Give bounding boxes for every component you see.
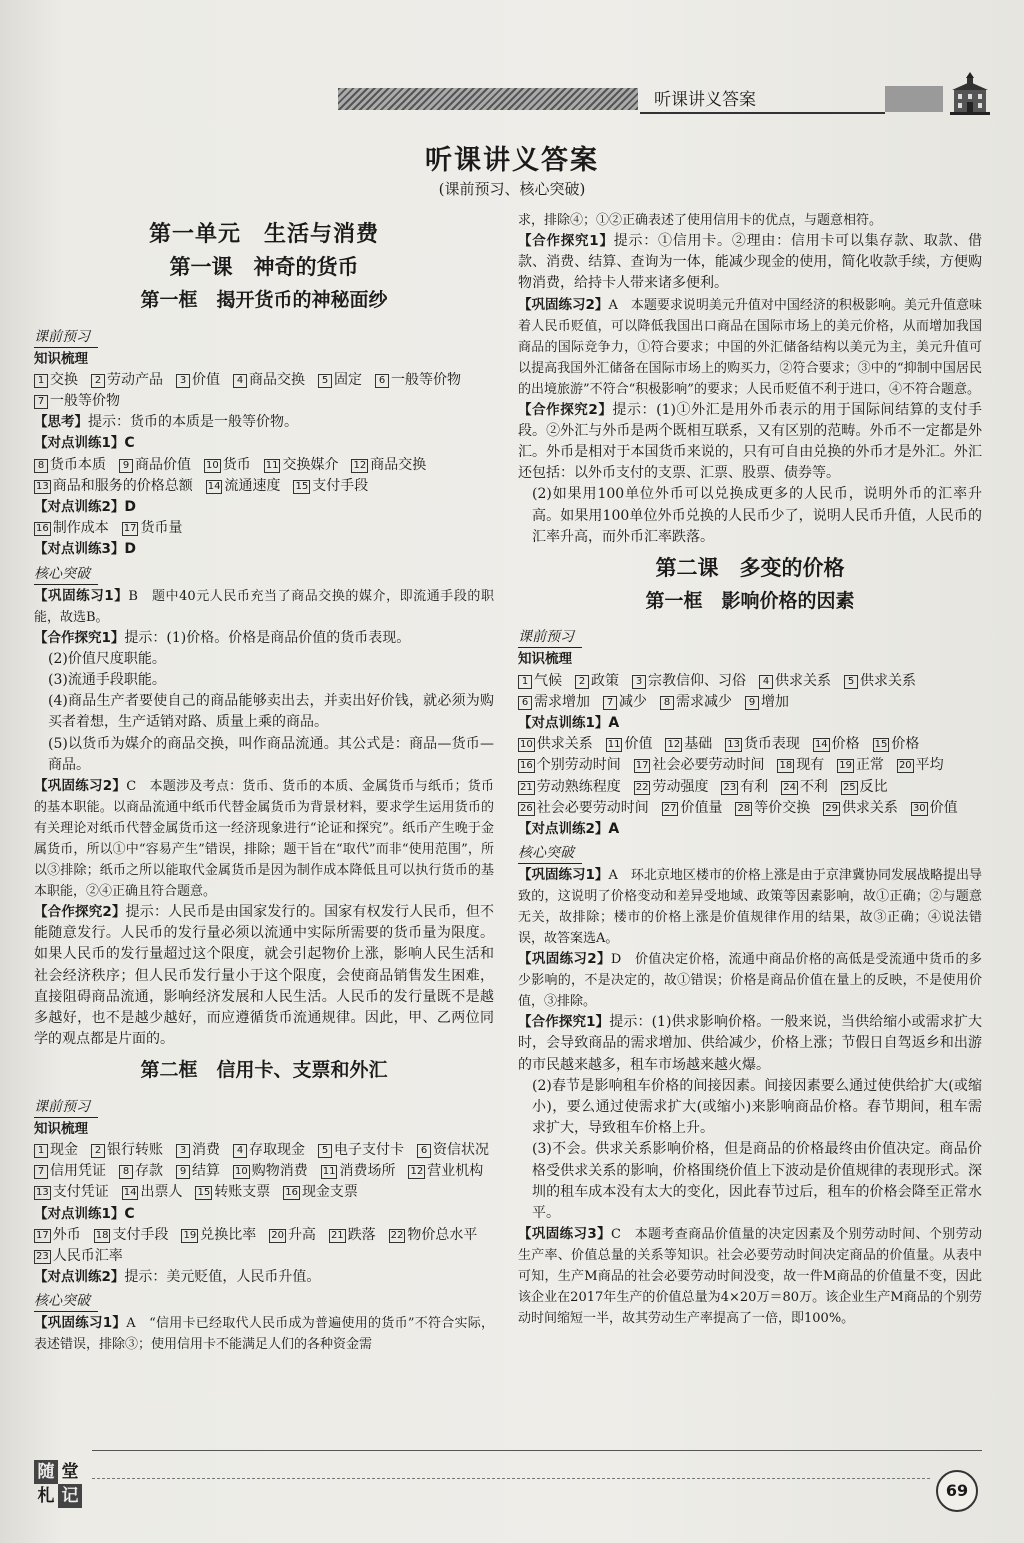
item-text: 购物消费 — [251, 1163, 308, 1180]
item-number: 20 — [271, 1229, 284, 1241]
item-number: 7 — [34, 1165, 48, 1179]
drill-label: 【对点训练1】 — [34, 435, 125, 452]
knowledge-item — [91, 370, 163, 391]
drill-label: 【对点训练3】 — [34, 541, 125, 558]
item-text: 供求关系 — [860, 672, 916, 689]
knowledge-heading: 知识梳理 — [518, 651, 572, 668]
item-number: 14 — [207, 480, 221, 492]
explore-line: (2)如果用100单位外币可以兑换成更多的人民币，说明外币的汇率升高。如果用100单位外币兑换的人民币少了，说明人民币升值，人民币的汇率升高，而外币汇率跌落。 — [532, 486, 982, 545]
item-text: 价值量 — [680, 799, 723, 816]
item-number: 2 — [575, 675, 589, 689]
knowledge-item — [318, 1140, 404, 1161]
item-text: 宗教信仰、习俗 — [648, 672, 746, 689]
item-text: 物价总水平 — [407, 1226, 478, 1243]
item-number: 6 — [417, 1144, 431, 1158]
item-number: 3 — [176, 374, 190, 388]
item-number: 9 — [119, 459, 133, 473]
item-text: 兑换比率 — [200, 1226, 257, 1243]
item-number: 13 — [727, 739, 740, 751]
item-text: 反比 — [859, 778, 888, 795]
item-number: 10 — [206, 459, 219, 471]
frame-heading: 第一框 影响价格的因素 — [645, 590, 855, 613]
item-text: 社会必要劳动时间 — [536, 799, 649, 816]
exercise-text: C 本题涉及考点：货币、货币的本质、金属货币与纸币；货币的基本职能。以商品流通中纸币代替金属货币为背景材料，要求学生运用货币的有关理论对纸币代替金属货币这一经济现象进行“论证和探究”。纸币产生晚于金属货币，所以①中“容易产生”错误，排除；题干旨在“取代”而非“使用范围”，所以③排除；纸币之所以能取代金属货币是因为制作成本降低且可以执行货币的基本职能，②④正确且符合题意。 — [34, 779, 494, 900]
knowledge-item — [34, 391, 120, 412]
knowledge-item — [665, 734, 712, 755]
item-number: 29 — [825, 802, 838, 814]
section-core: 核心突破 — [34, 1291, 98, 1312]
item-number: 8 — [34, 459, 48, 473]
drill-answer: C — [124, 1205, 135, 1222]
exercise-text: A 环北京地区楼市的价格上涨是由于京津冀协同发展战略提出导致的，这说明了价格变动和差异受地域、政策等因素影响，故①正确；②与题意无关，故排除；楼市的价格上涨是价值规律作用的结果，故③正确；④说法错误，故答案选A。 — [518, 868, 982, 947]
item-text: 消费场所 — [339, 1163, 396, 1180]
item-number: 4 — [759, 675, 773, 689]
item-text: 货币量 — [140, 520, 183, 537]
explore-text: 提示：人民币是由国家发行的。国家有权发行人民币，但不能随意发行。人民币的发行量必须以流通中实际所需要的货币量为限度。如果人民币的发行量超过这个限度，就会引起物价上涨，影响人民生活和社会经济秩序；但人民币发行量小于这个限度，会使商品销售发生困难，直接阻碍商品流通，影响经济发展和人民生活。人民币的发行量既不是越多越好，也不是越少越好，而应遵循货币流通规律。因此，甲、乙两位同学的观点都是片面的。 — [34, 904, 494, 1048]
item-number: 19 — [839, 760, 852, 772]
item-number: 27 — [663, 802, 677, 814]
exercise-label: 【巩固练习3】 — [518, 1226, 611, 1243]
knowledge-item — [735, 798, 810, 819]
item-number: 4 — [233, 1144, 247, 1158]
item-text: 出票人 — [140, 1184, 183, 1201]
item-text: 商品交换 — [249, 371, 305, 388]
item-number: 10 — [520, 739, 533, 751]
item-text: 营业机构 — [427, 1163, 484, 1180]
item-number: 23 — [723, 781, 737, 793]
knowledge-item — [408, 1161, 483, 1182]
knowledge-item — [176, 370, 220, 391]
knowledge-item — [518, 692, 590, 713]
item-number: 16 — [36, 523, 49, 535]
item-number: 10 — [235, 1166, 248, 1178]
item-number: 8 — [660, 696, 674, 710]
think-label: 【思考】 — [34, 414, 88, 431]
item-number: 19 — [183, 1229, 197, 1241]
item-text: 升高 — [287, 1226, 316, 1243]
item-number: 2 — [91, 1144, 105, 1158]
item-text: 消费 — [192, 1141, 220, 1158]
frame-heading: 第二框 信用卡、支票和外汇 — [140, 1059, 388, 1082]
item-text: 减少 — [619, 693, 647, 710]
item-number: 16 — [520, 760, 533, 772]
section-core: 核心突破 — [34, 564, 98, 585]
explore-label: 【合作探究1】 — [518, 1014, 610, 1031]
item-text: 货币本质 — [50, 456, 106, 473]
item-number: 21 — [330, 1229, 344, 1241]
explore-text: 提示：①信用卡。②理由：信用卡可以集存款、取款、借款、消费、结算、查询为一体，能减少现金的使用，简化收款手续，方便购物消费，给持卡人带来诸多便利。 — [518, 233, 982, 292]
item-text: 商品交换 — [370, 456, 427, 473]
knowledge-item — [660, 692, 732, 713]
knowledge-item — [34, 1182, 109, 1203]
knowledge-item — [34, 455, 106, 476]
explore-label: 【合作探究1】 — [34, 629, 125, 646]
item-text: 个别劳动时间 — [536, 757, 621, 774]
explore-text: 提示：(1)①外汇是用外币表示的用于国际间结算的支付手段。②外汇与外币是两个既相互联系，又有区别的范畴。外币不一定都是外汇。外币是相对于本国货币来说的，只有可自由兑换的外币才是外汇。外汇还包括：以外币支付的支票、汇票、股票、债券等。 — [518, 401, 982, 482]
knowledge-item — [841, 777, 888, 798]
item-text: 需求增加 — [534, 693, 590, 710]
item-number: 5 — [844, 675, 858, 689]
knowledge-item — [634, 777, 709, 798]
knowledge-item — [119, 1161, 163, 1182]
knowledge-list — [518, 671, 982, 713]
knowledge-item — [518, 798, 649, 819]
item-text: 供求关系 — [841, 799, 898, 816]
item-number: 15 — [874, 739, 888, 751]
frame-heading: 第一框 揭开货币的神秘面纱 — [140, 289, 388, 312]
knowledge-item — [195, 1182, 270, 1203]
knowledge-item — [34, 476, 193, 497]
knowledge-heading: 知识梳理 — [34, 1120, 88, 1137]
knowledge-item — [269, 1225, 316, 1246]
knowledge-item — [844, 671, 916, 692]
item-text: 外币 — [52, 1226, 81, 1243]
item-number: 12 — [410, 1166, 424, 1178]
drill-answer: A — [608, 821, 620, 838]
item-text: 现金 — [50, 1141, 78, 1158]
explore-line: (2)价值尺度职能。 — [48, 650, 166, 667]
item-number: 1 — [34, 1144, 48, 1158]
item-number: 1 — [518, 675, 532, 689]
knowledge-list — [34, 1140, 494, 1204]
exercise-label: 【巩固练习2】 — [518, 296, 609, 313]
continued-text: 求，排除④；①②正确表述了使用信用卡的优点，与题意相符。 — [518, 213, 883, 228]
school-building-icon — [948, 70, 992, 116]
knowledge-list — [34, 1225, 494, 1267]
item-number: 18 — [95, 1229, 109, 1241]
item-text: 正常 — [855, 757, 884, 774]
item-text: 制作成本 — [52, 520, 109, 537]
item-number: 15 — [197, 1187, 211, 1199]
item-number: 12 — [667, 739, 681, 751]
knowledge-item — [233, 1161, 308, 1182]
knowledge-item — [823, 798, 898, 819]
item-number: 9 — [176, 1165, 190, 1179]
section-preview: 课前预习 — [34, 1097, 98, 1118]
item-text: 供求关系 — [775, 672, 831, 689]
knowledge-item — [204, 455, 251, 476]
explore-text: 提示：(1)价格。价格是商品价值的货币表现。 — [124, 629, 411, 646]
item-number: 17 — [36, 1229, 49, 1241]
item-text: 供求关系 — [536, 736, 593, 753]
item-text: 价格 — [891, 736, 920, 753]
item-text: 电子支付卡 — [334, 1141, 404, 1158]
exercise-text: A 本题要求说明美元升值对中国经济的积极影响。美元升值意味着人民币贬值，可以降低我国出口商品在国际市场上的美元价格，从而增加我国商品的国际竞争力，①符合要求；中国的外汇储备结构以美元为主，美元升值可以提高我国外汇储备在国际市场上的购买力，②符合要求；③中的“抑制中国居民的出境旅游”不符合“积极影响”的要求；人民币贬值不利于进口，④不符合题意。 — [518, 297, 982, 397]
knowledge-item — [518, 777, 621, 798]
exercise-text: B 题中40元人民币充当了商品交换的媒介，即流通手段的职能，故选B。 — [34, 588, 494, 625]
item-number: 25 — [842, 781, 856, 793]
item-text: 转账支票 — [214, 1184, 271, 1201]
knowledge-item — [321, 1161, 396, 1182]
item-number: 17 — [635, 760, 649, 772]
item-text: 商品和服务的价格总额 — [52, 477, 193, 494]
exercise-text: A “信用卡已经取代人民币成为普遍使用的货币”不符合实际，表述错误，排除③；使用信用卡不能满足人们的各种资金需 — [34, 1316, 494, 1353]
drill-answer: A — [608, 715, 620, 732]
knowledge-item — [632, 671, 746, 692]
knowledge-item — [318, 370, 362, 391]
item-number: 23 — [36, 1250, 49, 1262]
explore-text: 提示：(1)供求影响价格。一般来说，当供给缩小或需求扩大时，会导致商品的需求增加、供给减少，价格上涨；节假日自驾返乡和出游的市民越来越多，租车市场越来越火爆。 — [518, 1014, 982, 1073]
item-number: 14 — [123, 1187, 137, 1199]
item-text: 等价交换 — [754, 799, 811, 816]
knowledge-item — [233, 370, 305, 391]
item-text: 一般等价物 — [50, 393, 120, 410]
exercise-text: D 价值决定价格，流通中商品价格的高低是受流通中货币的多少影响的，不是决定的，故①错误；价格是商品价值在量上的反映，不是使用价值，③排除。 — [518, 952, 982, 1010]
item-text: 有利 — [740, 778, 769, 795]
page-subtitle: (课前预习、核心突破) — [438, 180, 586, 198]
knowledge-list — [34, 455, 494, 497]
section-preview: 课前预习 — [518, 627, 582, 648]
item-text: 信用凭证 — [50, 1163, 106, 1180]
item-number: 6 — [375, 374, 389, 388]
knowledge-item — [375, 370, 461, 391]
knowledge-item — [518, 734, 593, 755]
notes-char: 记 — [58, 1484, 82, 1508]
item-number: 8 — [119, 1165, 133, 1179]
notes-char: 随 — [34, 1460, 58, 1484]
knowledge-item — [176, 1140, 220, 1161]
knowledge-item — [897, 755, 944, 776]
item-text: 劳动熟练程度 — [536, 778, 621, 795]
item-text: 支付手段 — [112, 1226, 169, 1243]
item-number: 7 — [34, 395, 48, 409]
item-number: 13 — [36, 1187, 49, 1199]
header-stripe — [338, 88, 638, 110]
knowledge-item — [329, 1225, 376, 1246]
item-text: 银行转账 — [107, 1141, 163, 1158]
knowledge-item — [119, 455, 191, 476]
knowledge-item — [662, 798, 723, 819]
exercise-text: C 本题考查商品价值量的决定因素及个别劳动时间、个别劳动生产率、价值总量的关系等知识。社会必要劳动时间决定商品的价值量。从表中可知，生产M商品的社会必要劳动时间没变，故一件M商品的价值量不变，因此该企业在2017年生产的价值总量为4×20万＝80万。该企业生产M商品的个别劳动时间缩短一半，故其劳动生产率提高了一倍，即100%。 — [518, 1227, 982, 1327]
knowledge-item — [389, 1225, 478, 1246]
item-number: 12 — [353, 459, 367, 471]
item-text: 劳动产品 — [107, 371, 163, 388]
item-number: 11 — [265, 459, 279, 471]
item-text: 价格 — [831, 736, 860, 753]
drill-label: 【对点训练2】 — [34, 499, 125, 516]
knowledge-item — [575, 671, 619, 692]
knowledge-item — [176, 1161, 220, 1182]
item-number: 3 — [632, 675, 646, 689]
item-text: 不利 — [799, 778, 828, 795]
explore-line: (4)商品生产者要使自己的商品能够卖出去，并卖出好价钱，就必须为购买者着想，生产适销对路、质量上乘的商品。 — [48, 693, 494, 731]
knowledge-item — [911, 798, 958, 819]
knowledge-item — [34, 1140, 78, 1161]
knowledge-item — [122, 1182, 183, 1203]
exercise-label: 【巩固练习1】 — [34, 1315, 127, 1332]
lesson-heading: 第一课 神奇的货币 — [169, 255, 359, 280]
item-text: 支付凭证 — [52, 1184, 109, 1201]
drill-answer: D — [124, 499, 137, 516]
knowledge-item — [351, 455, 426, 476]
item-text: 平均 — [915, 757, 944, 774]
drill-label: 【对点训练1】 — [34, 1205, 125, 1222]
knowledge-list — [34, 370, 494, 412]
knowledge-item — [634, 755, 765, 776]
item-number: 1 — [34, 374, 48, 388]
notes-badge — [34, 1460, 82, 1508]
item-text: 交换 — [50, 371, 78, 388]
exercise-label: 【巩固练习2】 — [34, 778, 127, 795]
item-number: 5 — [318, 374, 332, 388]
knowledge-item — [264, 455, 339, 476]
knowledge-item — [813, 734, 860, 755]
knowledge-list — [518, 734, 982, 819]
knowledge-item — [781, 777, 828, 798]
exercise-label: 【巩固练习1】 — [34, 587, 129, 604]
knowledge-item — [34, 370, 78, 391]
item-text: 存取现金 — [249, 1141, 305, 1158]
item-number: 11 — [607, 739, 621, 751]
exercise-label: 【巩固练习2】 — [518, 951, 611, 968]
item-text: 人民币汇率 — [52, 1247, 123, 1264]
explore-label: 【合作探究2】 — [518, 401, 613, 418]
explore-line: (2)春节是影响租车价格的间接因素。间接因素要么通过使供给扩大(或缩小)，要么通过使需求扩大(或缩小)来影响商品价格。春节期间，租车需求扩大，导致租车价格上升。 — [532, 1077, 982, 1137]
knowledge-item — [721, 777, 768, 798]
knowledge-item — [34, 518, 109, 539]
explore-label: 【合作探究2】 — [34, 904, 126, 921]
footer-dashed-rule — [92, 1478, 930, 1479]
knowledge-item — [122, 518, 183, 539]
section-core: 核心突破 — [518, 843, 582, 864]
think-text: 提示：货币的本质是一般等价物。 — [88, 414, 298, 431]
item-number: 28 — [737, 802, 751, 814]
knowledge-item — [837, 755, 884, 776]
knowledge-item — [873, 734, 920, 755]
knowledge-item — [417, 1140, 489, 1161]
left-column — [34, 210, 494, 1355]
drill-answer: C — [124, 435, 135, 452]
item-text: 跌落 — [347, 1226, 376, 1243]
drill-text: 提示：美元贬值，人民币升值。 — [124, 1269, 321, 1286]
item-number: 22 — [390, 1229, 404, 1241]
item-text: 支付手段 — [312, 477, 369, 494]
knowledge-list — [34, 518, 494, 539]
item-number: 26 — [520, 802, 533, 814]
item-text: 货币表现 — [743, 736, 800, 753]
knowledge-item — [181, 1225, 256, 1246]
knowledge-item — [206, 476, 281, 497]
explore-label: 【合作探究1】 — [518, 233, 614, 249]
knowledge-item — [293, 476, 368, 497]
item-text: 货币 — [222, 456, 251, 473]
item-text: 流通速度 — [224, 477, 281, 494]
knowledge-item — [759, 671, 831, 692]
item-number: 5 — [318, 1144, 332, 1158]
item-text: 结算 — [192, 1163, 220, 1180]
item-text: 商品价值 — [135, 456, 191, 473]
item-number: 13 — [36, 480, 49, 492]
item-text: 存款 — [135, 1163, 163, 1180]
item-text: 交换媒介 — [282, 456, 339, 473]
item-number: 4 — [233, 374, 247, 388]
exercise-label: 【巩固练习1】 — [518, 867, 609, 884]
drill-label: 【对点训练2】 — [518, 821, 609, 838]
item-text: 社会必要劳动时间 — [652, 757, 765, 774]
knowledge-item — [518, 755, 621, 776]
knowledge-item — [777, 755, 824, 776]
header-block — [885, 86, 943, 112]
knowledge-item — [283, 1182, 358, 1203]
item-text: 价值 — [929, 799, 958, 816]
explore-line: (3)流通手段职能。 — [48, 672, 166, 689]
lesson-heading: 第二课 多变的价格 — [655, 556, 845, 581]
knowledge-item — [94, 1225, 169, 1246]
item-number: 21 — [520, 781, 533, 793]
item-number: 30 — [912, 802, 926, 814]
knowledge-item — [745, 692, 789, 713]
unit-heading: 第一单元 生活与消费 — [148, 222, 379, 247]
page-number: 69 — [936, 1470, 978, 1512]
running-header: 听课讲义答案 — [640, 86, 885, 114]
item-text: 劳动强度 — [652, 778, 709, 795]
notes-char: 堂 — [61, 1462, 79, 1482]
item-text: 价值 — [624, 736, 653, 753]
explore-line: (3)不会。供求关系影响价格，但是商品的价格最终由价值决定。商品价格受供求关系的影响，价格围绕价值上下波动是价值规律的表现形式。深圳的租车成本没有太大的变化，因此春节过后，租车的价格会降至正常水平。 — [532, 1141, 982, 1222]
footer-rule — [92, 1450, 982, 1451]
knowledge-item — [606, 734, 653, 755]
item-text: 气候 — [534, 672, 562, 689]
knowledge-item — [34, 1225, 81, 1246]
item-number: 2 — [91, 374, 105, 388]
knowledge-item — [91, 1140, 163, 1161]
item-number: 18 — [779, 760, 793, 772]
item-number: 14 — [814, 739, 828, 751]
notes-char: 札 — [37, 1486, 55, 1506]
item-text: 基础 — [684, 736, 713, 753]
page-title: 听课讲义答案 — [425, 145, 599, 176]
item-number: 20 — [898, 760, 912, 772]
item-number: 15 — [295, 480, 309, 492]
item-number: 9 — [745, 696, 759, 710]
knowledge-heading: 知识梳理 — [34, 350, 88, 367]
item-number: 22 — [635, 781, 649, 793]
item-text: 政策 — [591, 672, 619, 689]
item-number: 16 — [285, 1187, 298, 1199]
item-number: 11 — [322, 1166, 336, 1178]
explore-line: (5)以货币为媒介的商品交换，叫作商品流通。其公式是：商品—货币—商品。 — [48, 735, 494, 773]
item-text: 价值 — [192, 371, 220, 388]
right-column — [518, 210, 982, 1329]
item-text: 增加 — [761, 693, 789, 710]
item-text: 现有 — [796, 757, 825, 774]
item-text: 资信状况 — [433, 1141, 489, 1158]
item-text: 固定 — [334, 371, 362, 388]
item-number: 7 — [603, 696, 617, 710]
knowledge-item — [603, 692, 647, 713]
drill-label: 【对点训练2】 — [34, 1269, 125, 1286]
item-number: 24 — [783, 781, 796, 793]
knowledge-item — [34, 1246, 123, 1267]
item-number: 17 — [123, 523, 137, 535]
section-preview: 课前预习 — [34, 327, 98, 348]
drill-label: 【对点训练1】 — [518, 715, 609, 732]
item-text: 现金支票 — [301, 1184, 358, 1201]
item-number: 6 — [518, 696, 532, 710]
knowledge-item — [233, 1140, 305, 1161]
knowledge-item — [518, 671, 562, 692]
knowledge-item — [725, 734, 800, 755]
drill-answer: D — [124, 541, 137, 558]
item-text: 一般等价物 — [391, 371, 461, 388]
item-text: 需求减少 — [676, 693, 732, 710]
knowledge-item — [34, 1161, 106, 1182]
item-number: 3 — [176, 1144, 190, 1158]
